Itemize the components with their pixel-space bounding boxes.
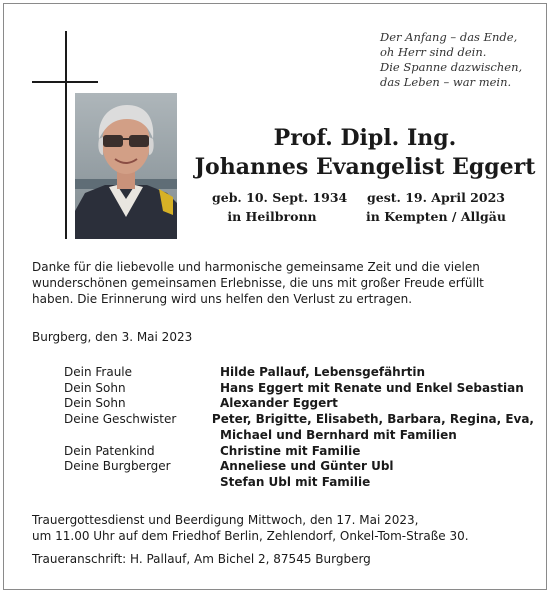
service-info [32,512,532,544]
thanks-line: wunderschönen gemeinsamen Erlebnisse, die uns mit großer Freude erfüllt [32,276,484,290]
poem-line: Die Spanne dazwischen, [380,60,523,74]
deceased-title: Prof. Dipl. Ing. [273,125,457,151]
mourner-names: Hans Eggert mit Renate und Enkel Sebastian [220,380,524,395]
mourner-row [64,412,534,428]
poem [380,30,540,90]
birth-info [212,188,348,226]
service-line: um 11.00 Uhr auf dem Friedhof Berlin, Zehlendorf, Onkel-Tom-Straße 30. [32,529,469,543]
mourner-row [64,428,534,444]
mourner-row [64,396,534,412]
poem-line: Der Anfang – das Ende, [380,30,518,44]
mourner-names: Michael und Bernhard mit Familien [220,427,457,442]
birth-date: geb. 10. Sept. 1934 [212,190,348,205]
mourning-address: Traueranschrift: H. Pallauf, Am Bichel 2, 87545 Burgberg [32,552,371,566]
mourner-relation: Deine Geschwister [64,412,177,427]
deceased-name: Johannes Evangelist Eggert [194,154,536,180]
mourners-list [64,365,534,491]
mourner-relation [64,428,220,444]
mourner-relation: Dein Sohn [64,380,126,395]
mourner-row [64,381,534,397]
mourner-names: Hilde Pallauf, Lebensgefährtin [220,365,426,379]
mourner-names: Peter, Brigitte, Elisabeth, Barbara, Regina, Eva, [211,412,534,427]
mourner-relation: Dein Patenkind [64,443,155,458]
cross-icon-bar [32,81,98,83]
cross-icon [65,31,67,239]
mourner-relation: Dein Sohn [64,396,126,411]
mourner-relation: Deine Burgberger [64,459,171,474]
mourner-relation: Dein Fraule [64,365,133,379]
service-line: Trauergottesdienst und Beerdigung Mittwoch, den 17. Mai 2023, [32,513,419,527]
poem-line: das Leben – war mein. [380,75,512,89]
death-place: in Kempten / Allgäu [366,209,506,224]
poem-line: oh Herr sind dein. [380,45,487,59]
mourner-names: Christine mit Familie [220,443,361,458]
thanks-line: Danke für die liebevolle und harmonische gemeinsame Zeit und die vielen [32,260,480,274]
mourner-names: Stefan Ubl mit Familie [220,474,371,489]
death-date: gest. 19. April 2023 [367,190,505,205]
mourner-names: Alexander Eggert [220,396,338,411]
birth-place: in Heilbronn [227,209,317,224]
mourner-row [64,459,534,475]
thanks-text [32,259,532,307]
place-date: Burgberg, den 3. Mai 2023 [32,330,193,344]
portrait-photo [75,93,177,239]
death-info [366,188,506,226]
mourner-row [64,475,534,491]
mourner-relation [64,475,220,491]
thanks-line: haben. Die Erinnerung wird uns helfen den Verlust zu ertragen. [32,292,413,306]
mourner-names: Anneliese und Günter Ubl [220,459,394,474]
mourner-row [64,444,534,460]
mourner-row [64,365,534,381]
